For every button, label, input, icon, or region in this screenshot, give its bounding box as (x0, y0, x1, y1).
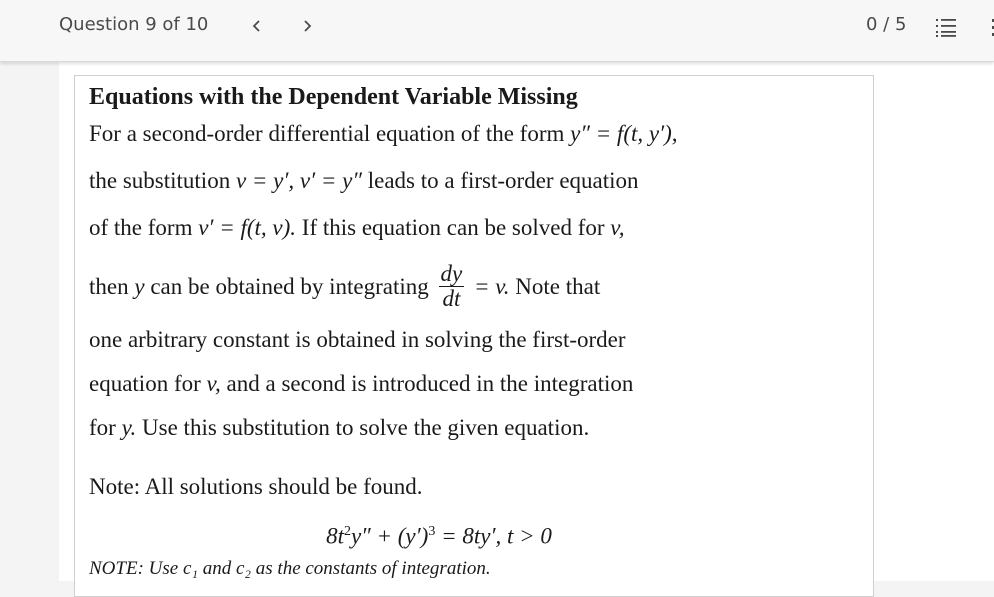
statement-line: one arbitrary constant is obtained in solving the first-order (89, 327, 626, 352)
constants-note: NOTE: Use c₁ and c₂ as the constants of integration. (89, 558, 491, 579)
statement-line: for y. Use this substitution to solve the given equation. (89, 415, 590, 440)
question-title: Equations with the Dependent Variable Missing (89, 84, 578, 110)
given-equation: $8t^2y'' + (y')^3 = 8ty'$, t > 0 (326, 523, 552, 549)
more-vertical-icon[interactable] (986, 15, 994, 39)
top-bar (0, 0, 994, 62)
question-card (74, 75, 874, 597)
question-counter: Question 9 of 10 (59, 14, 209, 35)
statement-line: the substitution v = y′, v′ = y″ leads to a first-order equation (89, 168, 639, 193)
statement-line: of the form v′ = f(t, v). If this equation can be solved for v, (89, 215, 625, 240)
list-icon[interactable] (934, 15, 958, 39)
previous-question-button[interactable] (243, 12, 271, 40)
score-display: 0 / 5 (866, 14, 907, 35)
next-question-button[interactable] (293, 12, 321, 40)
fraction-dy-dt: $\frac{dy}{dt}$ (440, 261, 463, 312)
question-content (89, 81, 859, 584)
chevron-right-icon (301, 18, 313, 34)
problem-statement (89, 113, 859, 451)
chevron-left-icon (251, 18, 263, 34)
solutions-note: Note: All solutions should be found. (89, 474, 423, 499)
statement-line: For a second-order differential equation of the form y″ = f(t, y′), (89, 121, 678, 146)
statement-line: then y can be obtained by integrating $\frac{dy}{dt}$ = v. Note that (89, 261, 601, 312)
statement-line: equation for v, and a second is introduced in the integration (89, 371, 634, 396)
